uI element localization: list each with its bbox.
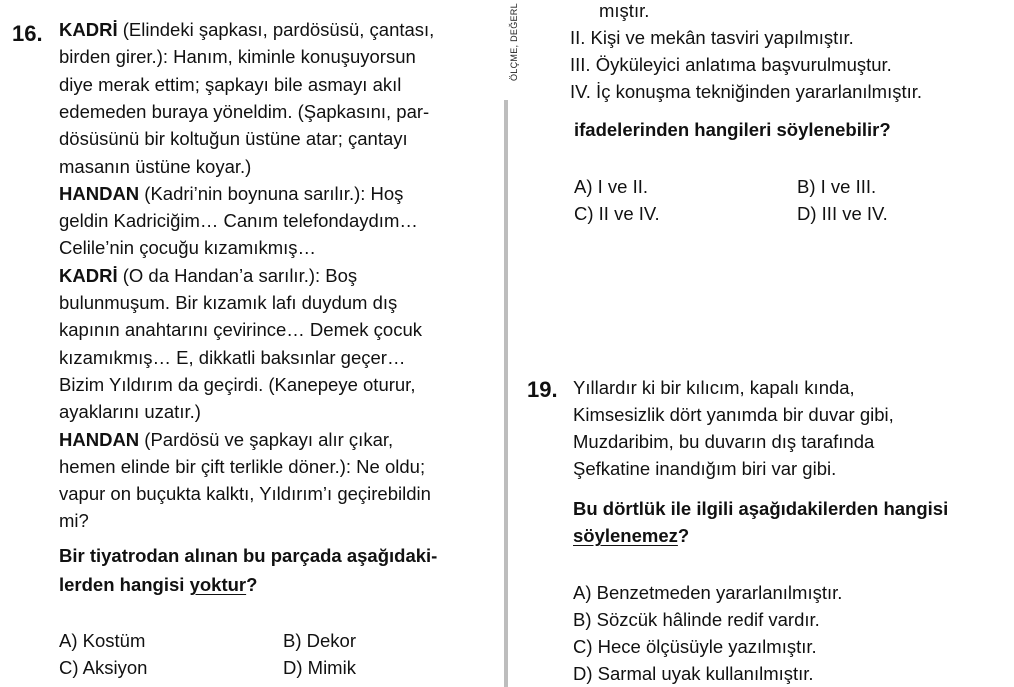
dialogue-text: bulunmuşum. Bir kızamık lafı duydum dış [59, 292, 398, 313]
q18-statement-2: II. Kişi ve mekân tasviri yapılmıştır. [570, 27, 854, 48]
dialogue-text: ayaklarını uzatır.) [59, 401, 201, 422]
dialogue-text: kızamıkmış… E, dikkatli baksınlar geçer… [59, 347, 406, 368]
dialogue-text: masanın üstüne koyar.) [59, 156, 252, 177]
q16-passage-line [59, 321, 422, 340]
q16-passage-line [59, 130, 408, 149]
q18-question: ifadelerinden hangileri söylenebilir? [574, 119, 891, 140]
q16-passage-line [59, 185, 403, 204]
q16-passage-line [59, 76, 401, 95]
dialogue-text: diye merak ettim; şapkayı bile asmayı akıl [59, 74, 402, 95]
q18-line0: mıştır. [599, 0, 650, 21]
q16-passage-line [59, 349, 405, 368]
option-d[interactable]: D) Sarmal uyak kullanılmıştır. [573, 663, 814, 684]
speaker-name: KADRİ [59, 265, 118, 286]
q16-passage-line [59, 431, 393, 450]
q16-passage-line [59, 158, 251, 177]
question-number: 16. [12, 21, 43, 46]
side-label: ÖLÇME, DEĞERL [509, 3, 519, 81]
dialogue-text: edemeden buraya yöneldim. (Şapkasını, par- [59, 101, 430, 122]
option-c[interactable]: C) II ve IV. [574, 203, 660, 224]
speaker-name: HANDAN [59, 429, 140, 450]
dialogue-text: kapının anahtarını çevirince… Demek çocuk [59, 319, 422, 340]
option-d[interactable]: D) III ve IV. [797, 203, 888, 224]
option-b[interactable]: B) Dekor [283, 630, 356, 651]
dialogue-text: (Elindeki şapkası, pardösüsü, çantası, [117, 19, 435, 40]
q16-passage-line [59, 403, 201, 422]
q16-passage-line [59, 512, 89, 531]
dialogue-text: (Kadri’nin boynuna sarılır.): Hoş [139, 183, 404, 204]
q16-keyword: yoktur [189, 574, 247, 595]
q16-passage-line [59, 458, 425, 477]
dialogue-text: hemen elinde bir çift terlikle döner.): Ne oldu; [59, 456, 426, 477]
verse-line: Yıllardır ki bir kılıcım, kapalı kında, [573, 377, 855, 398]
speaker-name: HANDAN [59, 183, 140, 204]
option-c[interactable]: C) Aksiyon [59, 657, 148, 678]
q16-passage-line [59, 267, 357, 286]
q16-passage-line [59, 485, 431, 504]
option-d[interactable]: D) Mimik [283, 657, 356, 678]
q16-passage-line [59, 376, 415, 395]
option-b[interactable]: B) I ve III. [797, 176, 877, 197]
dialogue-text: geldin Kadriciğim… Canım telefondaydım… [59, 210, 418, 231]
speaker-name: KADRİ [59, 19, 118, 40]
column-divider [504, 100, 508, 687]
q18-statement-3: III. Öyküleyici anlatıma başvurulmuştur. [570, 54, 892, 75]
verse-line: Şefkatine inandığım biri var gibi. [573, 458, 837, 479]
option-a[interactable]: A) Kostüm [59, 630, 146, 651]
q19-question-line1: Bu dörtlük ile ilgili aşağıdakilerden hangisi [573, 498, 949, 519]
dialogue-text: Celile’nin çocuğu kızamıkmış… [59, 237, 317, 258]
dialogue-text: Bizim Yıldırım da geçirdi. (Kanepeye oturur, [59, 374, 416, 395]
q16-question-line1: Bir tiyatrodan alınan bu parçada aşağıdaki- [59, 545, 438, 566]
q18-statement-4: IV. İç konuşma tekniğinden yararlanılmıştır. [570, 81, 923, 102]
dialogue-text: mi? [59, 510, 89, 531]
q19-keyword: söylenemez [573, 525, 678, 546]
dialogue-text: (O da Handan’a sarılır.): Boş [117, 265, 358, 286]
q16-passage-line [59, 48, 416, 67]
question-number: 19. [527, 377, 558, 402]
q19-question-line2: söylenemez? [573, 525, 690, 546]
dialogue-text: birden girer.): Hanım, kiminle konuşuyorsun [59, 46, 416, 67]
q16-passage-line [59, 239, 316, 258]
q16-passage-line [59, 21, 434, 40]
verse-line: Kimsesizlik dört yanımda bir duvar gibi, [573, 404, 894, 425]
dialogue-text: dösüsünü bir koltuğun üstüne atar; çantayı [59, 128, 408, 149]
dialogue-text: vapur on buçukta kalktı, Yıldırım’ı geçirebildin [59, 483, 431, 504]
q16-passage-line [59, 212, 418, 231]
verse-line: Muzdaribim, bu duvarın dış tarafında [573, 431, 875, 452]
q16-passage-line [59, 103, 429, 122]
q16-question-line2: lerden hangisi yoktur? [59, 574, 258, 595]
q16-passage-line [59, 294, 397, 313]
option-b[interactable]: B) Sözcük hâlinde redif vardır. [573, 609, 820, 630]
dialogue-text: (Pardösü ve şapkayı alır çıkar, [139, 429, 394, 450]
option-c[interactable]: C) Hece ölçüsüyle yazılmıştır. [573, 636, 817, 657]
option-a[interactable]: A) I ve II. [574, 176, 649, 197]
option-a[interactable]: A) Benzetmeden yararlanılmıştır. [573, 582, 843, 603]
